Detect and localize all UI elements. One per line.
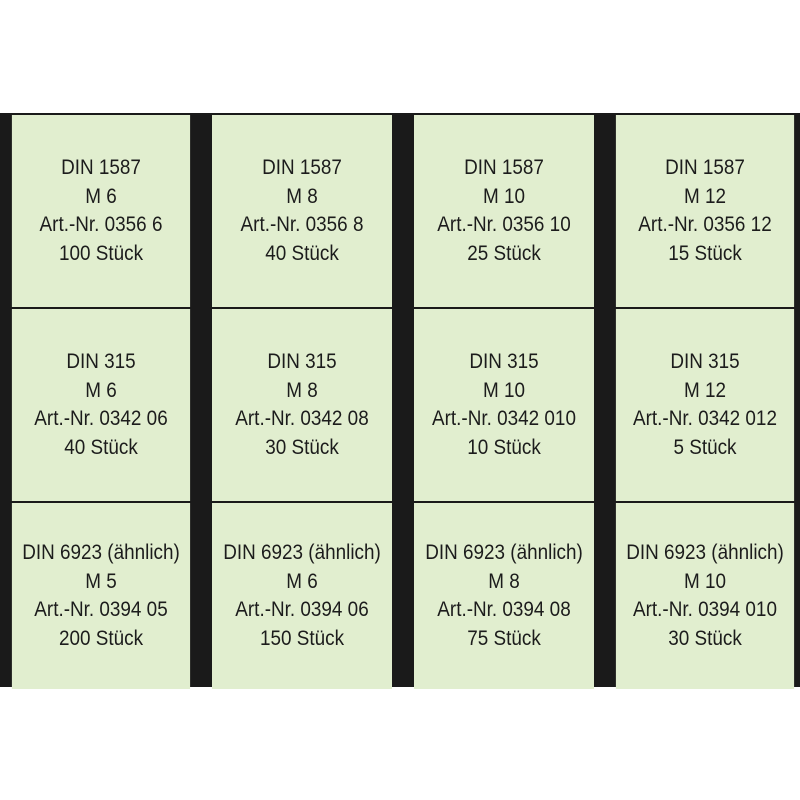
size-label: M 6 [85,184,117,208]
quantity-label: 30 Stück [265,435,339,459]
quantity-label: 75 Stück [467,626,541,650]
size-label: M 8 [286,184,318,208]
size-label: M 8 [286,378,318,402]
standard-label: DIN 1587 [262,156,342,179]
article-number: Art.-Nr. 0356 6 [39,213,163,236]
quantity-label: 5 Stück [673,435,737,459]
standard-label: DIN 315 [670,350,740,373]
compartment-cell [616,115,794,307]
size-label: M 10 [482,378,526,402]
compartment-cell [212,503,392,689]
compartment-cell [12,503,190,689]
standard-label: DIN 1587 [61,156,141,179]
size-label: M 10 [683,569,727,593]
size-label: M 6 [286,569,318,593]
quantity-label: 30 Stück [668,626,742,650]
standard-label: DIN 315 [267,350,337,373]
size-label: M 10 [482,184,526,208]
article-number: Art.-Nr. 0342 010 [432,407,576,430]
compartment-cell [414,309,594,501]
standard-label: DIN 1587 [665,156,745,179]
size-label: M 5 [85,569,117,593]
standard-label: DIN 6923 (ähnlich) [425,541,583,564]
quantity-label: 40 Stück [265,241,339,265]
quantity-label: 15 Stück [668,241,742,265]
article-number: Art.-Nr. 0356 8 [240,213,364,236]
standard-label: DIN 315 [66,350,136,373]
article-number: Art.-Nr. 0356 10 [437,213,571,236]
quantity-label: 150 Stück [259,626,345,650]
quantity-label: 100 Stück [58,241,144,265]
quantity-label: 40 Stück [64,435,138,459]
article-number: Art.-Nr. 0394 010 [633,598,777,621]
compartment-cell [414,115,594,307]
article-number: Art.-Nr. 0342 012 [633,407,777,430]
compartment-cell [414,503,594,689]
assortment-grid [0,113,800,687]
article-number: Art.-Nr. 0394 05 [34,598,168,621]
standard-label: DIN 1587 [464,156,544,179]
compartment-cell [212,115,392,307]
size-label: M 8 [488,569,520,593]
standard-label: DIN 6923 (ähnlich) [223,541,381,564]
article-number: Art.-Nr. 0356 12 [638,213,772,236]
quantity-label: 10 Stück [467,435,541,459]
article-number: Art.-Nr. 0342 06 [34,407,168,430]
size-label: M 12 [683,378,727,402]
article-number: Art.-Nr. 0342 08 [235,407,369,430]
compartment-cell [12,115,190,307]
size-label: M 12 [683,184,727,208]
quantity-label: 200 Stück [58,626,144,650]
quantity-label: 25 Stück [467,241,541,265]
compartment-cell [12,309,190,501]
size-label: M 6 [85,378,117,402]
standard-label: DIN 315 [469,350,539,373]
article-number: Art.-Nr. 0394 06 [235,598,369,621]
article-number: Art.-Nr. 0394 08 [437,598,571,621]
standard-label: DIN 6923 (ähnlich) [626,541,784,564]
standard-label: DIN 6923 (ähnlich) [22,541,180,564]
compartment-cell [616,309,794,501]
compartment-cell [616,503,794,689]
compartment-cell [212,309,392,501]
